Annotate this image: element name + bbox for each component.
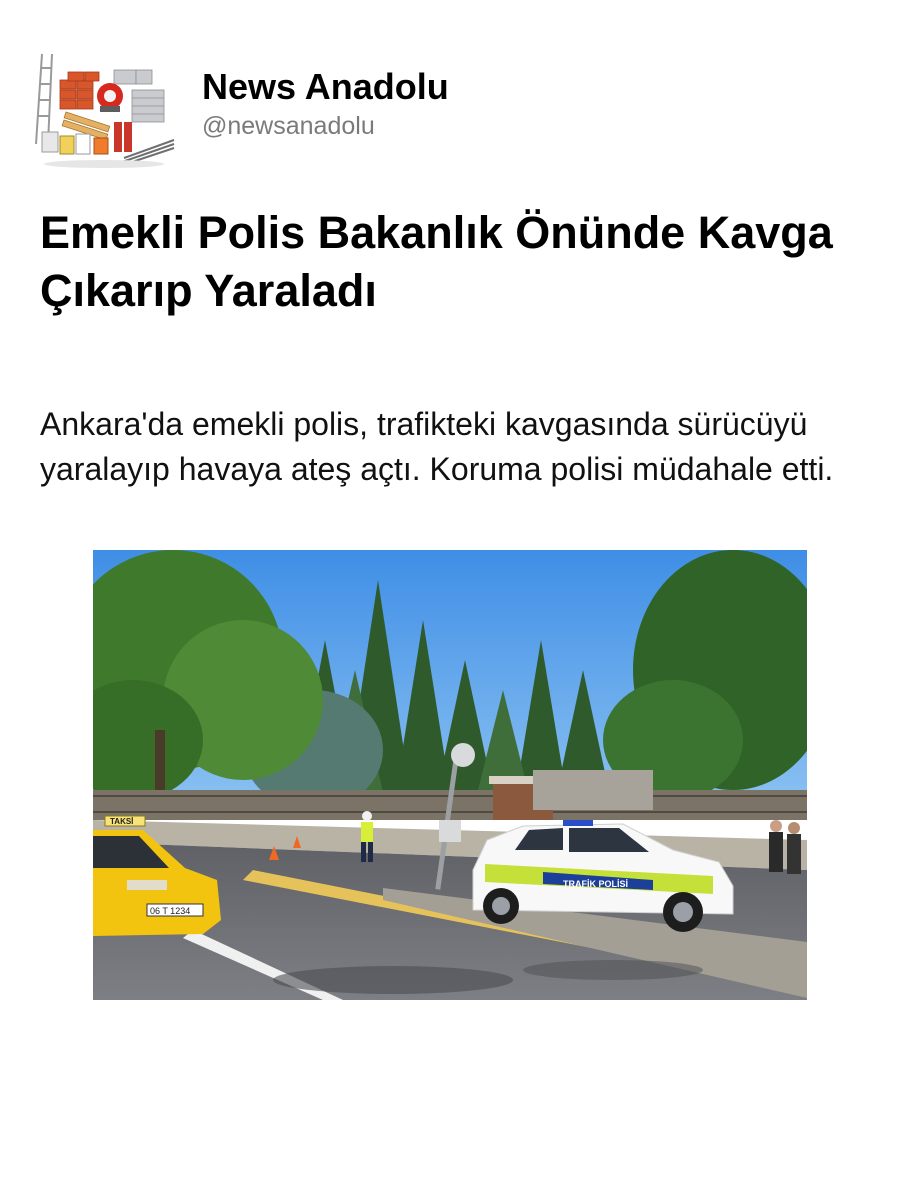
- taxi-roof-sign: TAKSİ: [110, 817, 134, 826]
- post-header: [28, 48, 449, 172]
- post-headline: Emekli Polis Bakanlık Önünde Kavga Çıkarıp Yaraladı: [40, 207, 833, 316]
- construction-materials-icon: [28, 48, 180, 172]
- post-summary: Ankara'da emekli polis, trafikteki kavgasında sürücüyü yaralayıp havaya ateş açtı. Koruma polisi müdahale etti.: [40, 406, 834, 487]
- account-name[interactable]: News Anadolu: [202, 66, 449, 107]
- taxi-plate: 06 T 1234: [150, 906, 191, 916]
- street-scene-image: [93, 550, 807, 1000]
- news-photo[interactable]: [93, 550, 807, 1000]
- police-car-label: TRAFİK POLİSİ: [563, 879, 628, 889]
- author-block: [202, 66, 449, 142]
- account-handle[interactable]: @newsanadolu: [202, 112, 375, 140]
- avatar[interactable]: [28, 48, 180, 172]
